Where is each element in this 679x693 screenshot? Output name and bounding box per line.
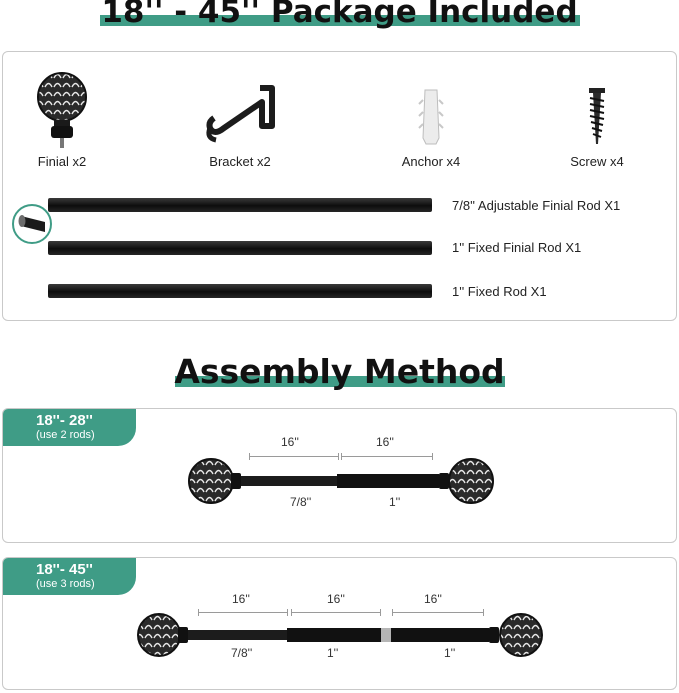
fixed-finial-rod — [48, 241, 432, 255]
length-label: 16'' — [376, 435, 394, 449]
length-label: 16'' — [327, 592, 345, 606]
assembled-rod-3 — [135, 612, 551, 658]
diameter-label: 7/8'' — [290, 495, 312, 509]
adjustable-finial-rod-label: 7/8'' Adjustable Finial Rod X1 — [452, 198, 621, 213]
finial-label: Finial x2 — [37, 154, 87, 169]
length-label: 16'' — [424, 592, 442, 606]
anchor-icon — [416, 86, 446, 148]
screw-label: Screw x4 — [570, 154, 624, 169]
length-label: 16'' — [232, 592, 250, 606]
range-tag: 18''- 45'' (use 3 rods) — [3, 558, 136, 595]
rod-end-detail-icon — [11, 202, 53, 248]
screw-item — [559, 86, 635, 169]
anchor-label: Anchor x4 — [401, 154, 461, 169]
diameter-label: 1'' — [327, 646, 339, 660]
fixed-rod — [48, 284, 432, 298]
bracket-label: Bracket x2 — [209, 154, 271, 169]
package-title: 18'' - 45'' Package Included — [101, 0, 578, 30]
adjustable-finial-rod — [48, 198, 432, 212]
assembly-config-3-rods — [2, 557, 677, 690]
assembled-rod-2 — [187, 457, 497, 505]
diameter-label: 1'' — [389, 495, 401, 509]
finial-item — [21, 70, 103, 169]
bracket-icon — [200, 82, 280, 148]
screw-icon — [585, 86, 609, 148]
bracket-item — [195, 82, 285, 169]
range-tag: 18''- 28'' (use 2 rods) — [3, 409, 136, 446]
diameter-label: 7/8'' — [231, 646, 253, 660]
finial-icon — [35, 70, 89, 148]
fixed-rod-label: 1'' Fixed Rod X1 — [452, 284, 547, 299]
package-panel — [2, 51, 677, 321]
fixed-finial-rod-label: 1'' Fixed Finial Rod X1 — [452, 240, 582, 255]
anchor-item — [393, 86, 469, 169]
assembly-config-2-rods — [2, 408, 677, 543]
diameter-label: 1'' — [444, 646, 456, 660]
length-label: 16'' — [281, 435, 299, 449]
assembly-title: Assembly Method — [174, 352, 505, 391]
